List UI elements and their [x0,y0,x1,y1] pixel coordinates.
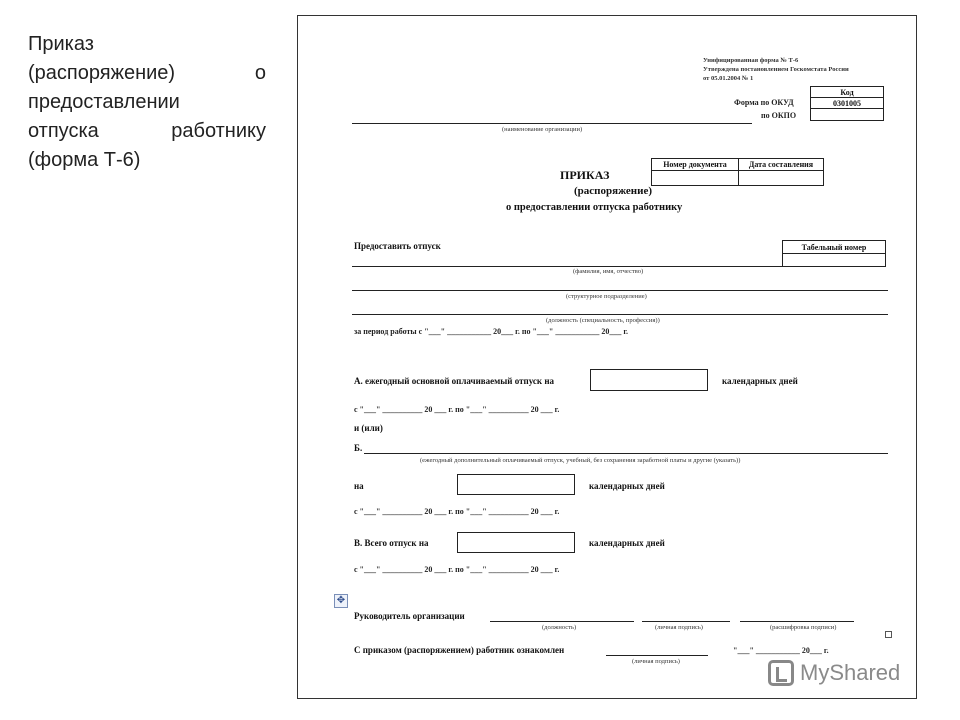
additional-caption: (ежегодный дополнительный оплачиваемый отпуск, учебный, без сохранения заработной платы и другие (указать)) [420,457,741,464]
tab-number-cell [782,253,886,267]
and-or-label: и (или) [354,423,383,433]
section-b-days-label: календарных дней [589,481,665,491]
slide-caption [28,30,266,175]
watermark-logo-icon [768,660,794,686]
section-a-days-label: календарных дней [722,376,798,386]
okud-label: Форма по ОКУД [734,98,794,107]
head-position-line [490,621,634,622]
doc-number-header: Номер документа [651,158,739,171]
okpo-code-cell [810,108,884,121]
section-v-label: В. Всего отпуск на [354,538,429,548]
okpo-label: по ОКПО [761,111,797,120]
sig-position-caption: (должность) [542,624,577,631]
doc-date-header: Дата составления [738,158,824,171]
dept-line [352,290,888,291]
unified-form-line-3: от 05.01.2004 № 1 [703,75,754,82]
sig-decoding-caption: (расшифровка подписи) [770,624,837,631]
tab-number-header: Табельный номер [782,240,886,254]
form-subtitle: (распоряжение) [574,185,653,197]
org-caption: (наименование организации) [502,126,583,133]
section-a-days-field[interactable] [590,369,708,391]
section-b-line [364,453,888,454]
caption-line-4a: отпуска [28,120,99,142]
form-subtitle-2: о предоставлении отпуска работнику [506,202,683,213]
code-header: Код [810,86,884,98]
fio-line [352,266,784,267]
section-b-on-label: на [354,481,364,491]
section-b-date-range: с "___" __________ 20 ___ г. по "___" __________ 20 ___ г. [354,507,560,516]
position-line [352,314,888,315]
section-v-days-label: календарных дней [589,538,665,548]
grant-label: Предоставить отпуск [354,241,441,251]
work-period: за период работы с "___" ___________ 20___ г. по "___" ___________ 20___ г. [354,327,629,336]
section-v-days-field[interactable] [457,532,575,553]
familiar-date: "___" ___________ 20___ г. [733,646,829,655]
dept-caption: (структурное подразделение) [566,293,647,300]
end-of-table-marker [885,631,892,638]
worker-signature-line [606,655,708,656]
caption-line-5: (форма Т-6) [28,149,141,171]
head-signature-line [642,621,730,622]
head-label: Руководитель организации [354,611,465,621]
caption-line-3: предоставлении [28,91,180,113]
section-v-date-range: с "___" __________ 20 ___ г. по "___" __________ 20 ___ г. [354,565,560,574]
caption-line-2b: о [254,62,266,84]
form-title: ПРИКАЗ [560,168,610,182]
section-b-label: Б. [354,443,363,453]
caption-line-2a: (распоряжение) [28,62,176,84]
table-move-handle-icon[interactable]: ✥ [334,594,348,608]
doc-date-cell [738,170,824,186]
section-a-date-range: с "___" __________ 20 ___ г. по "___" __________ 20 ___ г. [354,405,560,414]
worker-signature-caption: (личная подпись) [632,658,680,665]
position-caption: (должность (специальность, профессия)) [546,317,660,324]
head-decoding-line [740,621,854,622]
sig-signature-caption: (личная подпись) [655,624,703,631]
org-line [352,123,752,124]
okud-code-cell: 0301005 [810,97,884,109]
familiar-label: С приказом (распоряжением) работник ознакомлен [354,645,565,655]
doc-number-cell [651,170,739,186]
caption-line-1: Приказ [28,33,94,55]
unified-form-line-2: Утверждена постановлением Госкомстата России [703,66,849,73]
caption-line-4b: работнику [171,120,266,142]
section-b-days-field[interactable] [457,474,575,495]
section-a-label: А. ежегодный основной оплачиваемый отпуск на [354,376,555,386]
watermark-text: MyShared [800,660,901,685]
fio-caption: (фамилия, имя, отчество) [573,268,644,275]
watermark [768,660,900,686]
unified-form-line-1: Унифицированная форма № Т-6 [703,57,799,64]
